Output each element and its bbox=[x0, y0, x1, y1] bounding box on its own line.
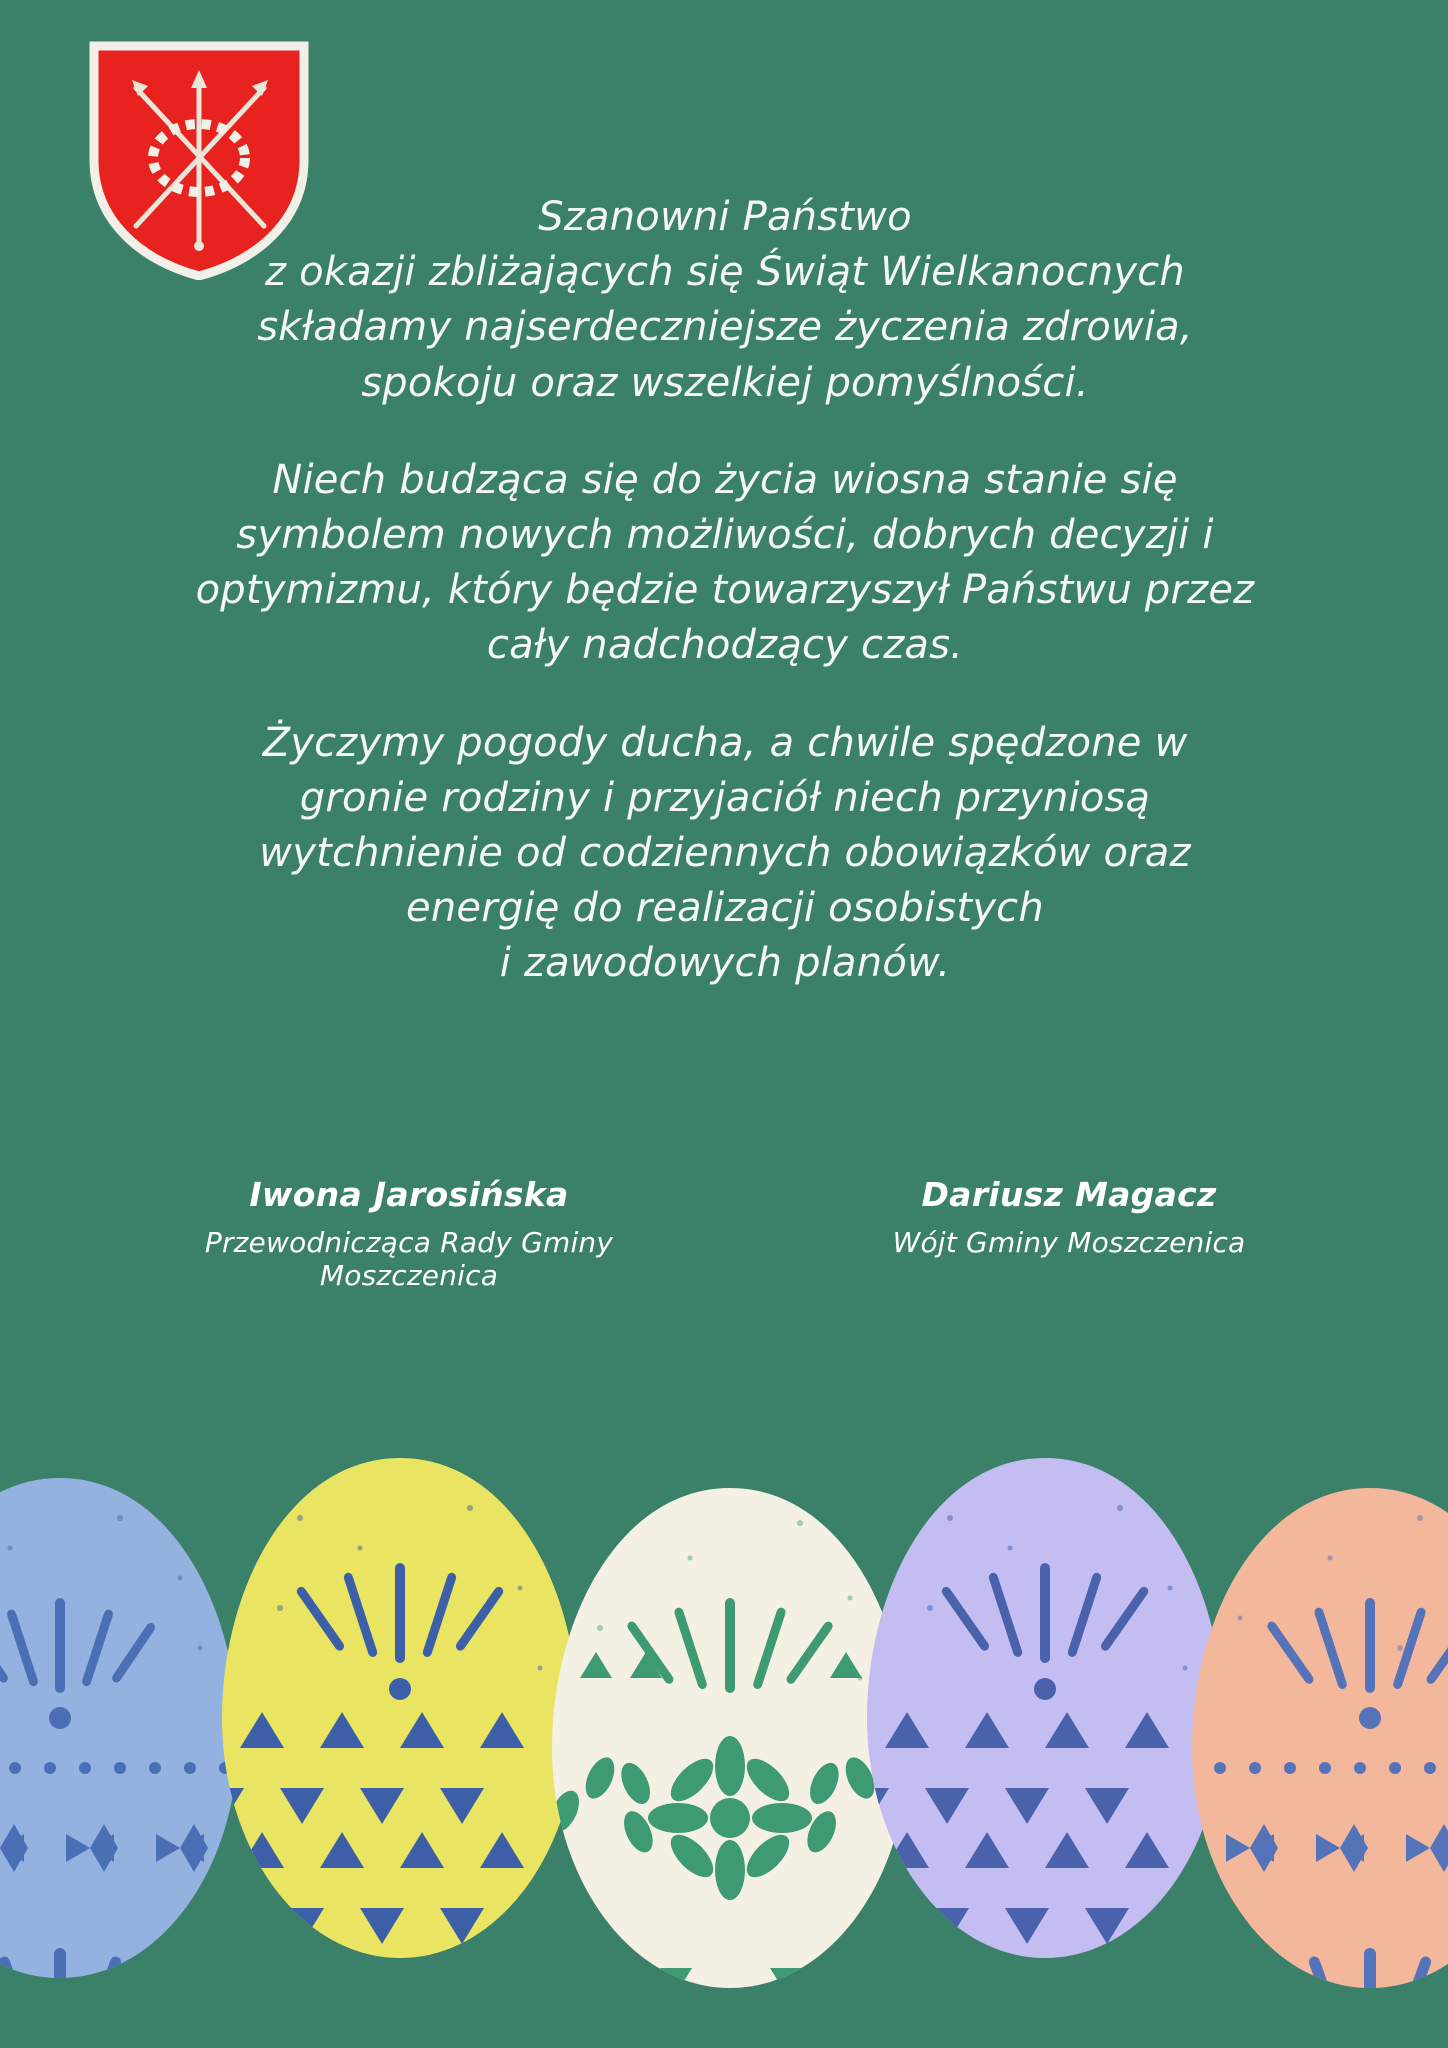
greeting-line: wytchnienie od codziennych obowiązków oraz bbox=[259, 829, 1191, 876]
signature-chairwoman bbox=[129, 1175, 689, 1292]
greeting-line: cały nadchodzący czas. bbox=[486, 622, 964, 669]
greeting-line: gronie rodziny i przyjaciół niech przyniosą bbox=[299, 774, 1151, 821]
egg-2 bbox=[200, 1458, 578, 2048]
signature-role: Wójt Gminy Moszczenica bbox=[892, 1226, 1246, 1259]
greeting-line: i zawodowych planów. bbox=[499, 940, 951, 987]
greeting-line: Życzymy pogody ducha, a chwile spędzone w bbox=[262, 719, 1188, 766]
greeting-paragraph bbox=[190, 190, 1260, 411]
egg-5 bbox=[1192, 1488, 1448, 2043]
signature-role: Przewodnicząca Rady Gminy Moszczenica bbox=[204, 1226, 614, 1292]
easter-eggs-illustration bbox=[0, 1348, 1448, 2048]
greeting-message bbox=[190, 190, 1260, 991]
signature-name: Iwona Jarosińska bbox=[249, 1175, 569, 1214]
signature-mayor bbox=[819, 1175, 1319, 1292]
greeting-line: energię do realizacji osobistych bbox=[406, 885, 1044, 932]
easter-eggs-band bbox=[0, 1348, 1448, 2048]
greeting-line: składamy najserdeczniejsze życzenia zdrowia, bbox=[257, 304, 1193, 351]
greeting-line: symbolem nowych możliwości, dobrych decyzji i bbox=[236, 511, 1214, 558]
greeting-paragraph bbox=[190, 453, 1260, 674]
greeting-line: Szanowni Państwo bbox=[538, 194, 912, 240]
egg-1 bbox=[0, 1478, 238, 2043]
greeting-line: optymizmu, który będzie towarzyszył Państwu przez bbox=[195, 567, 1255, 614]
signature-name: Dariusz Magacz bbox=[921, 1175, 1217, 1214]
greeting-line: z okazji zbliżających się Świąt Wielkanocnych bbox=[265, 249, 1185, 296]
greeting-paragraph bbox=[190, 716, 1260, 992]
greeting-line: Niech budząca się do życia wiosna stanie się bbox=[272, 456, 1178, 503]
greeting-line: spokoju oraz wszelkiej pomyślności. bbox=[361, 359, 1089, 406]
signatures bbox=[0, 1175, 1448, 1292]
egg-4 bbox=[845, 1458, 1223, 2048]
